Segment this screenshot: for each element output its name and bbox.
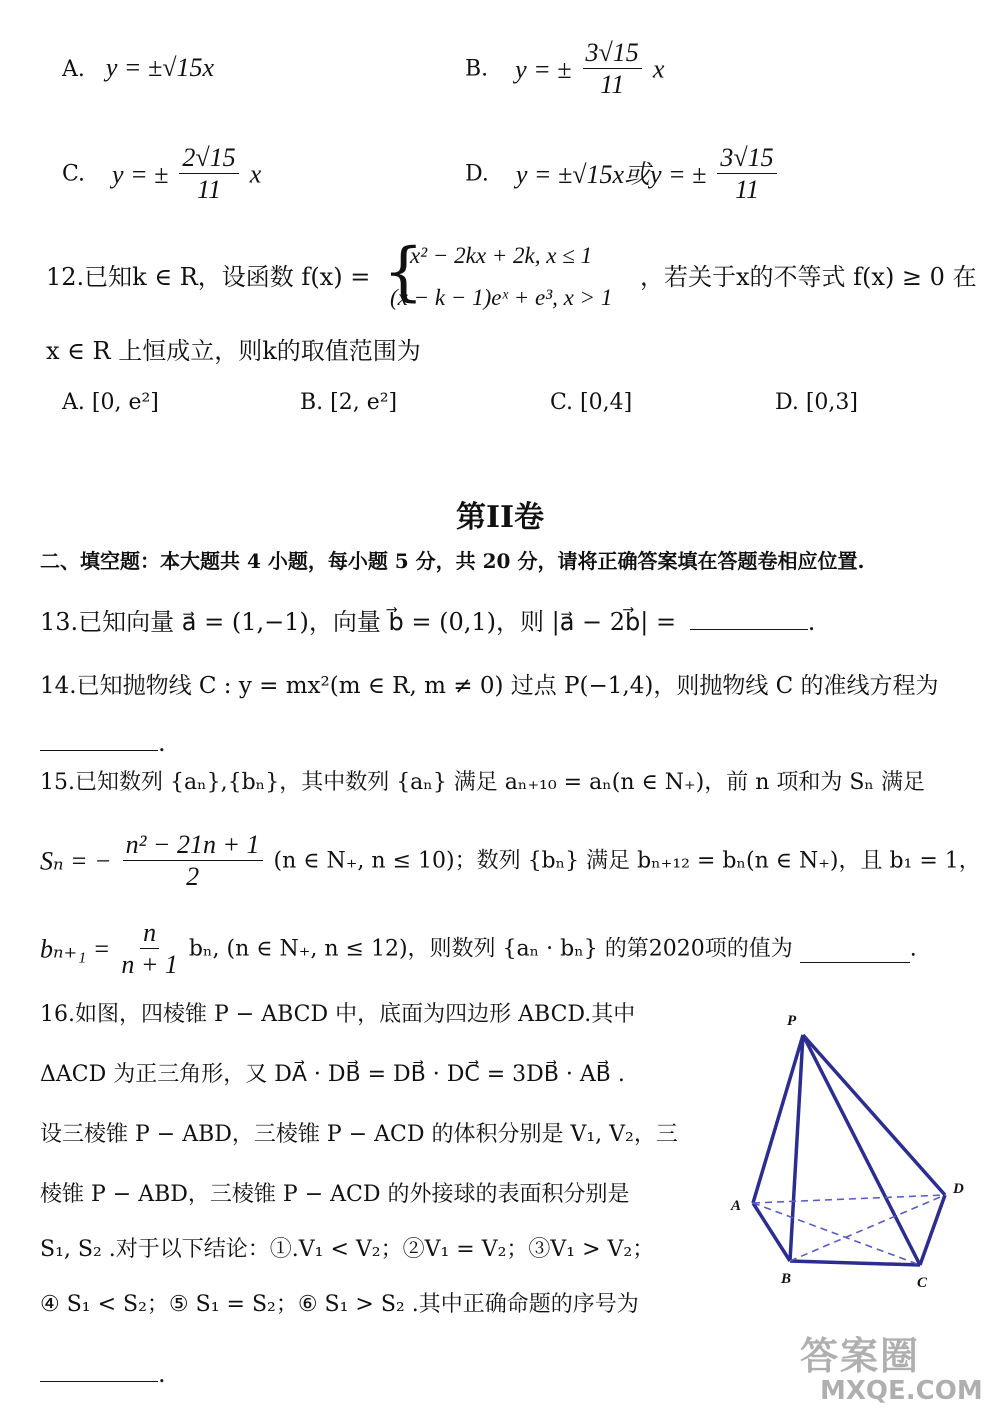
- label-a: A: [731, 1198, 742, 1214]
- q15-answer-blank[interactable]: [800, 936, 910, 963]
- label-c: C: [917, 1275, 928, 1291]
- q16-answer-blank[interactable]: [40, 1355, 158, 1382]
- q16-line-6: ④ S₁ < S₂；⑤ S₁ = S₂；⑥ S₁ > S₂ .其中正确命题的序号为: [40, 1292, 639, 1317]
- q15-line-3: bₙ₊₁ = $\frac{n}{n + 1}$ bₙ, (n ∈ N₊, n ≤ 12)，则数列 {aₙ · bₙ} 的第2020项的值为 .: [40, 918, 917, 979]
- edge-ab: [753, 1203, 790, 1261]
- watermark: [800, 1325, 983, 1406]
- part2-title: 第II卷: [455, 500, 545, 535]
- q12-piece-2: (x − k − 1)eˣ + e³, x > 1: [390, 285, 613, 310]
- q15-line-2: Sₙ = − $\frac{\text{n² − 21n + 1}}{2}$ (n ∈ N₊, n ≤ 10)；数列 {bₙ} 满足 bₙ₊₁₂ = bₙ(n ∈ N₊)，且 b₁ = 1，: [40, 830, 981, 891]
- q16-line-1: 16.如图，四棱锥 P − ABCD 中，底面为四边形 ABCD.其中: [40, 1002, 636, 1027]
- q12-line-2: x ∈ R 上恒成立，则k的取值范围为: [46, 337, 421, 365]
- label-b: B: [781, 1271, 792, 1287]
- q16-line-7: .: [40, 1355, 166, 1389]
- q16-line-4: 棱锥 P − ABD，三棱锥 P − ACD 的外接球的表面积分别是: [40, 1182, 630, 1207]
- q12-lead: 12.已知k ∈ R，设函数 f(x) =: [46, 263, 371, 291]
- watermark-logo-text: 答案圈: [800, 1334, 921, 1378]
- pyramid-figure: [725, 1005, 975, 1295]
- q16-line-2: ΔACD 为正三角形，又 DA⃗ · DB⃗ = DB⃗ · DC⃗ = 3DB⃗ · AB⃗ .: [40, 1062, 625, 1087]
- q14-line-2: .: [40, 724, 166, 758]
- label-p: P: [787, 1013, 797, 1029]
- edge-ad: [753, 1195, 945, 1203]
- q12-option-b: B. [2, e²]: [300, 390, 398, 415]
- q14-line-1: 14.已知抛物线 C : y = mx²(m ∈ R, m ≠ 0) 过点 P(−1,4)，则抛物线 C 的准线方程为: [40, 673, 939, 699]
- edge-bc: [790, 1261, 920, 1265]
- q15-line-1: 15.已知数列 {aₙ},{bₙ}，其中数列 {aₙ} 满足 aₙ₊₁₀ = aₙ(n ∈ N₊)，前 n 项和为 Sₙ 满足: [40, 770, 925, 795]
- q12-option-a: A. [0, e²]: [62, 390, 159, 415]
- label-d: D: [953, 1181, 964, 1197]
- q16-line-5: S₁, S₂ .对于以下结论：①.V₁ < V₂；②V₁ = V₂；③V₁ > V₂；: [40, 1237, 655, 1262]
- section-2-heading: 二、填空题：本大题共 4 小题，每小题 5 分，共 20 分，请将正确答案填在答题卷相应位置.: [40, 549, 865, 573]
- q11-option-b: B. y = ± $\frac{3√15}{11}$ x: [465, 38, 665, 99]
- q13-answer-blank[interactable]: [690, 603, 808, 630]
- q12-brace: {: [383, 235, 424, 309]
- q12-option-d: D. [0,3]: [775, 390, 858, 415]
- q11-option-d: D. y = ±√15x或y = ± $\frac{3√15}{11}$: [465, 143, 781, 206]
- q16-line-3: 设三棱锥 P − ABD，三棱锥 P − ACD 的体积分别是 V₁, V₂，三: [40, 1122, 678, 1147]
- q12-tail: ，若关于x的不等式 f(x) ≥ 0 在: [640, 263, 977, 291]
- q14-answer-blank[interactable]: [40, 724, 158, 751]
- diag-bd: [790, 1195, 945, 1261]
- q11-option-a: A. y = ±√15x: [62, 53, 215, 82]
- q13-text: 13.已知向量 a⃗ = (1,−1)，向量 b⃗ = (0,1)，则 |a⃗ − 2b⃗| = .: [40, 603, 815, 637]
- q11-option-c: C. y = ± $\frac{2√15}{11}$ x: [62, 143, 262, 204]
- q11-a-math: y = ±√15x: [105, 53, 215, 82]
- q12-piece-1: x² − 2kx + 2k, x ≤ 1: [410, 243, 593, 268]
- edge-cd: [920, 1195, 945, 1265]
- watermark-url: MXQE.COM: [820, 1376, 983, 1406]
- q12-option-c: C. [0,4]: [550, 390, 633, 415]
